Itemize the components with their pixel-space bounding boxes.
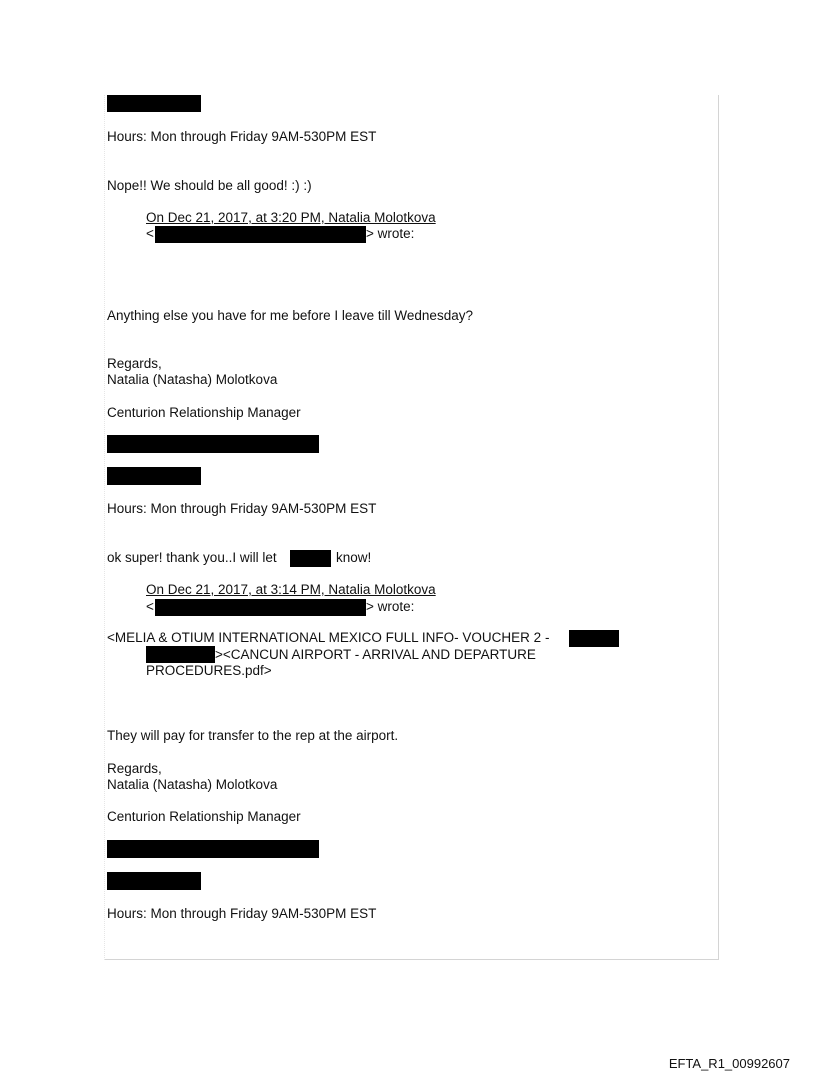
redaction-email: [155, 226, 366, 243]
quote-wrote: > wrote:: [366, 599, 415, 614]
regards: Regards,: [107, 761, 162, 776]
sender-name: Natalia (Natasha) Molotkova: [107, 777, 278, 792]
redaction-block: [107, 840, 319, 858]
hours-line: Hours: Mon through Friday 9AM-530PM EST: [107, 129, 377, 144]
message-text: They will pay for transfer to the rep at the airport.: [107, 728, 399, 743]
reply-text: Nope!! We should be all good! :) :): [107, 178, 312, 193]
quote-header: On Dec 21, 2017, at 3:14 PM, Natalia Molotkova: [146, 582, 436, 597]
hours-line: Hours: Mon through Friday 9AM-530PM EST: [107, 906, 377, 921]
sender-title: Centurion Relationship Manager: [107, 809, 301, 824]
redaction-email: [155, 599, 366, 616]
frame-left-edge: [104, 95, 105, 960]
redaction-block: [107, 467, 201, 485]
redaction-block: [107, 872, 201, 890]
redaction-block: [569, 630, 619, 647]
attachment-line: <MELIA & OTIUM INTERNATIONAL MEXICO FULL INFO- VOUCHER 2 -: [107, 630, 550, 645]
reply-text-end: know!: [336, 550, 372, 565]
redaction-name: [290, 550, 331, 567]
quote-wrote: > wrote:: [366, 226, 415, 241]
sender-title: Centurion Relationship Manager: [107, 405, 301, 420]
redaction-block: [146, 646, 215, 663]
attachment-line: ><CANCUN AIRPORT - ARRIVAL AND DEPARTURE: [215, 647, 536, 662]
reply-text: ok super! thank you..I will let: [107, 550, 277, 565]
quote-header: On Dec 21, 2017, at 3:20 PM, Natalia Molotkova: [146, 210, 436, 225]
sender-name: Natalia (Natasha) Molotkova: [107, 372, 278, 387]
regards: Regards,: [107, 356, 162, 371]
quote-email-open: <: [146, 226, 154, 241]
attachment-line: PROCEDURES.pdf>: [146, 663, 272, 678]
quote-email-open: <: [146, 599, 154, 614]
redaction-block: [107, 435, 319, 453]
hours-line: Hours: Mon through Friday 9AM-530PM EST: [107, 501, 377, 516]
message-text: Anything else you have for me before I leave till Wednesday?: [107, 308, 473, 323]
redaction-block: [107, 95, 201, 112]
document-id: EFTA_R1_00992607: [668, 1056, 790, 1071]
